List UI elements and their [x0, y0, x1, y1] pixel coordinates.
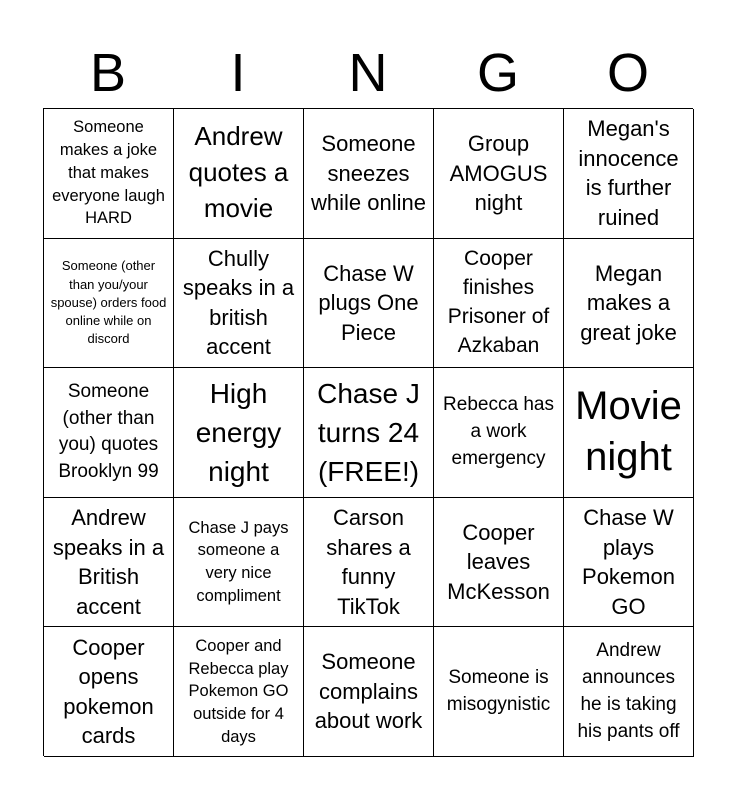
bingo-cell-r3-c1[interactable]	[44, 368, 174, 498]
bingo-cell-r3-c3[interactable]	[304, 368, 434, 498]
bingo-cell-text: Someone is misogynistic	[446, 666, 551, 715]
bingo-cell-r5-c3[interactable]	[304, 627, 434, 757]
bingo-cell-text: Chase W plugs One Piece	[318, 260, 419, 345]
header-letter-b: B	[89, 43, 127, 103]
bingo-cell-r4-c5[interactable]	[564, 498, 694, 628]
bingo-grid	[43, 108, 693, 756]
bingo-cell-r5-c4[interactable]	[434, 627, 564, 757]
bingo-cell-text: Cooper leaves McKesson	[447, 519, 550, 604]
bingo-cell-r4-c2[interactable]	[174, 498, 304, 628]
bingo-cell-r1-c4[interactable]	[434, 109, 564, 239]
header-letter-g: G	[476, 43, 519, 103]
bingo-cell-r1-c3[interactable]	[304, 109, 434, 239]
bingo-cell-r4-c4[interactable]	[434, 498, 564, 628]
header-letter-i: I	[230, 43, 246, 103]
bingo-cell-r3-c2[interactable]	[174, 368, 304, 498]
bingo-cell-text: Chase J pays someone a very nice compliment	[188, 518, 289, 605]
bingo-cell-text: Megan's innocence is further ruined	[578, 116, 679, 230]
bingo-cell-text: Group AMOGUS night	[449, 131, 548, 216]
bingo-cell-r5-c5[interactable]	[564, 627, 694, 757]
bingo-cell-text: Chase J turns 24 (FREE!)	[317, 377, 420, 488]
bingo-cell-r1-c1[interactable]	[44, 109, 174, 239]
bingo-cell-text: Someone (other than you) quotes Brooklyn 99	[58, 380, 159, 483]
bingo-cell-r1-c2[interactable]	[174, 109, 304, 239]
bingo-cell-text: Someone complains about work	[314, 649, 423, 734]
header-letter-o: O	[606, 43, 649, 103]
bingo-cell-text: High energy night	[195, 377, 282, 488]
bingo-header	[43, 38, 693, 108]
bingo-cell-text: Someone makes a joke that makes everyone laugh HARD	[52, 118, 165, 228]
bingo-cell-text: Cooper and Rebecca play Pokemon GO outside for 4 days	[188, 636, 289, 746]
bingo-cell-text: Andrew quotes a movie	[188, 121, 289, 224]
bingo-cell-r5-c2[interactable]	[174, 627, 304, 757]
bingo-cell-r5-c1[interactable]	[44, 627, 174, 757]
bingo-cell-text: Carson shares a funny TikTok	[326, 505, 411, 619]
bingo-cell-r3-c5[interactable]	[564, 368, 694, 498]
bingo-cell-r2-c5[interactable]	[564, 239, 694, 369]
bingo-cell-text: Movie night	[575, 384, 682, 480]
bingo-cell-text: Cooper finishes Prisoner of Azkaban	[447, 246, 550, 357]
bingo-cell-text: Someone (other than you/your spouse) orders food online while on discord	[50, 258, 167, 347]
bingo-cell-r4-c3[interactable]	[304, 498, 434, 628]
bingo-cell-text: Chully speaks in a british accent	[182, 245, 295, 360]
bingo-cell-text: Someone sneezes while online	[311, 131, 426, 216]
bingo-cell-text: Rebecca has a work emergency	[443, 394, 554, 469]
bingo-cell-text: Megan makes a great joke	[580, 260, 677, 345]
bingo-cell-r3-c4[interactable]	[434, 368, 564, 498]
bingo-cell-text: Cooper opens pokemon cards	[63, 634, 154, 749]
bingo-cell-r2-c2[interactable]	[174, 239, 304, 369]
bingo-cell-text: Chase W plays Pokemon GO	[582, 505, 675, 619]
header-letter-n: N	[348, 43, 388, 103]
bingo-cell-r2-c4[interactable]	[434, 239, 564, 369]
bingo-cell-text: Andrew speaks in a British accent	[52, 505, 165, 619]
bingo-cell-r4-c1[interactable]	[44, 498, 174, 628]
bingo-cell-r2-c1[interactable]	[44, 239, 174, 369]
bingo-cell-r1-c5[interactable]	[564, 109, 694, 239]
bingo-cell-r2-c3[interactable]	[304, 239, 434, 369]
bingo-cell-text: Andrew announces he is taking his pants off	[577, 639, 680, 742]
